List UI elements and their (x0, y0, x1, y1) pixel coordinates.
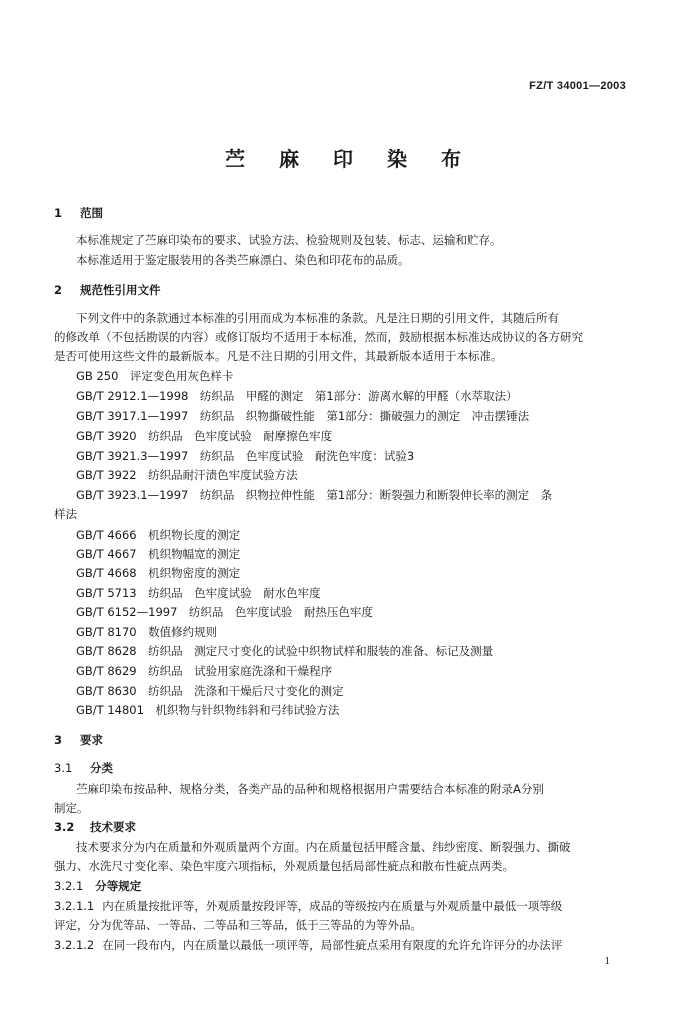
reference-item: GB/T 8170 数值修约规则 (76, 625, 218, 639)
reference-item: GB/T 4668 机织物密度的测定 (76, 566, 241, 580)
reference-item: GB/T 14801 机织物与针织物纬斜和弓纬试验方法 (76, 703, 340, 717)
reference-item: GB/T 2912.1—1998 纺织品 甲醛的测定 第1部分：游离水解的甲醛（水萃取法） (76, 389, 518, 403)
reference-item: GB/T 4666 机织物长度的测定 (76, 528, 241, 542)
subsection-3-2-1-1-line: 3.2.1.1 内在质量按批评等，外观质量按段评等，成品的等级按内在质量与外观质量中最低一项等级 (54, 899, 563, 913)
section-1-paragraph: 本标准规定了苎麻印染布的要求、试验方法、检验规则及包装、标志、运输和贮存。 (76, 233, 502, 247)
reference-item: GB 250 评定变色用灰色样卡 (76, 369, 234, 383)
reference-item: GB/T 3917.1—1997 纺织品 织物撕破性能 第1部分：撕破强力的测定 冲击摆锤法 (76, 409, 530, 423)
page-number: 1 (604, 955, 610, 967)
section-3-heading: 3 要求 (54, 733, 103, 747)
reference-item: 样法 (54, 507, 77, 521)
reference-item: GB/T 3923.1—1997 纺织品 织物拉伸性能 第1部分：断裂强力和断裂伸长率的测定 条 (76, 488, 553, 502)
subsection-3-2-1-2-line: 3.2.1.2 在同一段布内，内在质量以最低一项评等，局部性疵点采用有限度的允许允许评分的办法评 (54, 938, 563, 952)
subsection-3-2-heading: 3.2 技术要求 (54, 820, 136, 834)
reference-item: GB/T 3920 纺织品 色牢度试验 耐摩擦色牢度 (76, 429, 333, 443)
standard-code: FZ/T 34001—2003 (529, 80, 626, 92)
reference-item: GB/T 3922 纺织品耐汗渍色牢度试验方法 (76, 468, 298, 482)
section-1-paragraph: 本标准适用于鉴定服装用的各类苎麻漂白、染色和印花布的品质。 (76, 253, 410, 267)
document-title: 苎麻印染布 (225, 147, 495, 171)
reference-item: GB/T 8630 纺织品 洗涤和干燥后尺寸变化的测定 (76, 684, 344, 698)
subsection-3-1-paragraph: 制定。 (54, 801, 89, 815)
reference-item: GB/T 6152—1997 纺织品 色牢度试验 耐热压色牢度 (76, 605, 373, 619)
reference-item: GB/T 3921.3—1997 纺织品 色牢度试验 耐洗色牢度：试验3 (76, 449, 415, 463)
subsection-3-2-1-1-line: 评定，分为优等品、一等品、二等品和三等品，低于三等品的为等外品。 (54, 918, 422, 932)
subsection-3-1-paragraph: 苎麻印染布按品种、规格分类，各类产品的品种和规格根据用户需要结合本标准的附录A分别 (76, 782, 544, 796)
subsection-3-2-1-heading: 3.2.1 分等规定 (54, 879, 142, 893)
subsection-3-2-paragraph: 强力、水洗尺寸变化率、染色牢度六项指标，外观质量包括局部性疵点和散布性疵点两类。 (54, 859, 514, 873)
reference-item: GB/T 8628 纺织品 测定尺寸变化的试验中织物试样和服装的准备、标记及测量 (76, 644, 494, 658)
section-2-paragraph: 的修改单（不包括勘误的内容）或修订版均不适用于本标准，然而，鼓励根据本标准达成协议的各方研究 (54, 330, 583, 344)
section-2-paragraph: 是否可使用这些文件的最新版本。凡是不注日期的引用文件，其最新版本适用于本标准。 (54, 349, 503, 363)
section-2-heading: 2 规范性引用文件 (54, 283, 161, 297)
subsection-3-2-paragraph: 技术要求分为内在质量和外观质量两个方面。内在质量包括甲醛含量、纬纱密度、断裂强力、撕破 (76, 840, 571, 854)
section-2-paragraph: 下列文件中的条款通过本标准的引用而成为本标准的条款。凡是注日期的引用文件，其随后所有 (76, 311, 559, 325)
reference-item: GB/T 5713 纺织品 色牢度试验 耐水色牢度 (76, 586, 321, 600)
reference-item: GB/T 4667 机织物幅宽的测定 (76, 547, 241, 561)
reference-item: GB/T 8629 纺织品 试验用家庭洗涤和干燥程序 (76, 664, 333, 678)
subsection-3-1-heading: 3.1 分类 (54, 761, 113, 775)
section-1-heading: 1 范围 (54, 206, 103, 220)
